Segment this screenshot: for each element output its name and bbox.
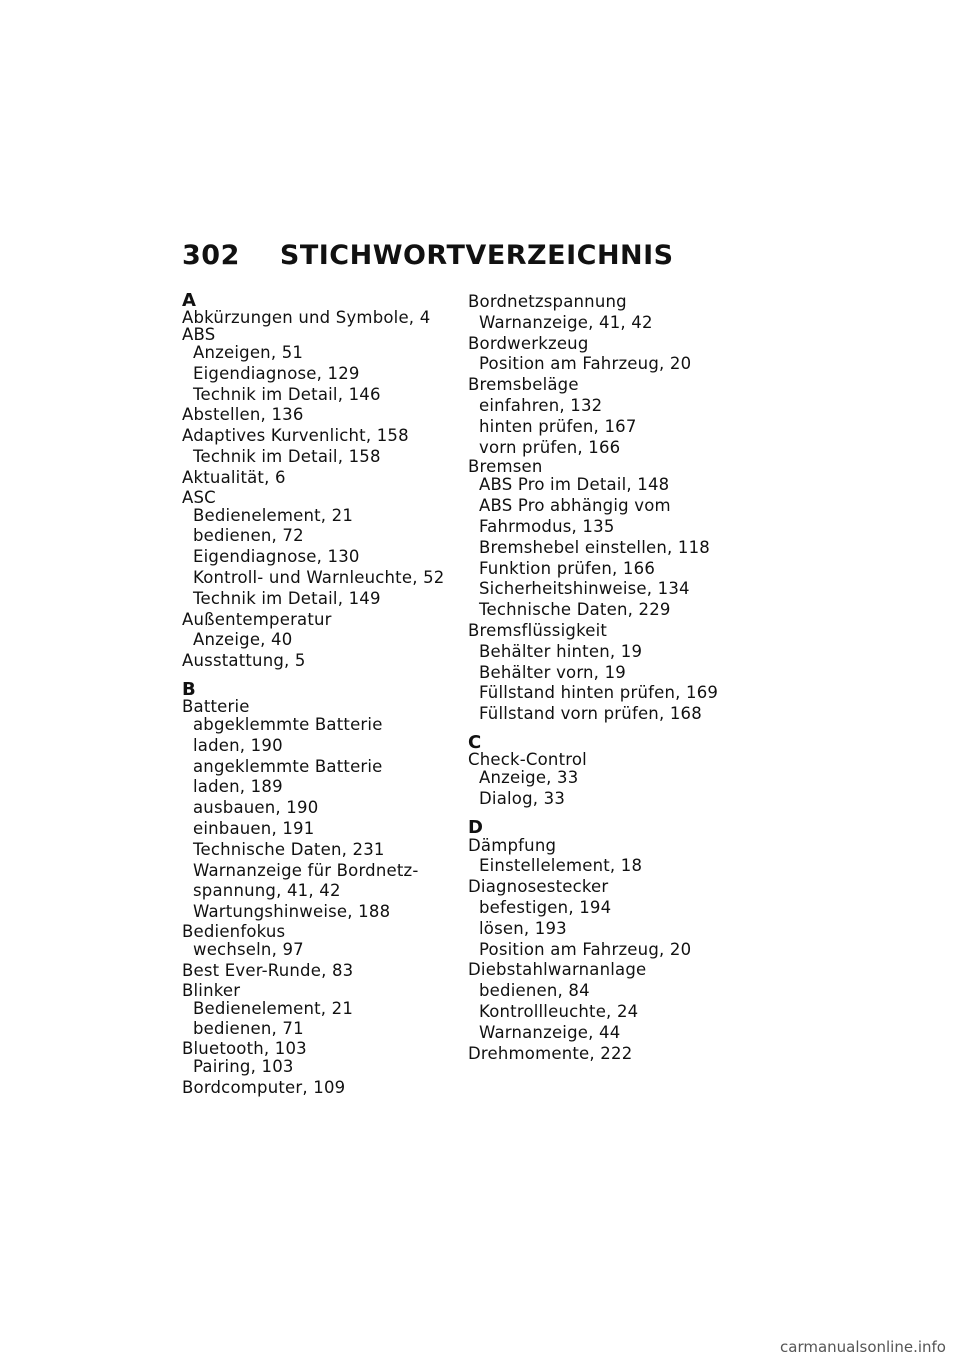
page-title	[182, 240, 674, 271]
index-subentry: Technische Daten, 229	[479, 600, 671, 620]
index-subentry: bedienen, 72	[193, 526, 304, 546]
index-subentry: abgeklemmte Batterie	[193, 714, 383, 734]
index-entry: Best Ever-Runde, 83	[182, 960, 354, 980]
index-entry: Bordnetzspannung	[468, 292, 627, 311]
index-subentry: Anzeige, 40	[193, 630, 293, 650]
index-column-left	[182, 292, 462, 1099]
index-subentry: angeklemmte Batterie	[193, 756, 383, 776]
index-entry: Abkürzungen und Symbole, 4	[182, 308, 431, 327]
index-subentry: Sicherheitshinweise, 134	[479, 579, 690, 599]
index-subentry: befestigen, 194	[479, 897, 612, 917]
section-letter: A	[182, 290, 196, 311]
index-entry: Bordwerkzeug	[468, 333, 589, 353]
index-subentry: Bedienelement, 21	[193, 998, 354, 1018]
index-entry: Dämpfung	[468, 835, 557, 855]
index-subentry: laden, 189	[193, 777, 283, 797]
index-entry: Check-Control	[468, 749, 587, 769]
index-entry: Bluetooth, 103	[182, 1039, 307, 1059]
index-subentry: laden, 190	[193, 735, 283, 755]
index-subentry: Technik im Detail, 149	[193, 588, 381, 608]
index-entry: Bremsflüssigkeit	[468, 620, 608, 640]
index-subentry: Fahrmodus, 135	[479, 516, 615, 536]
index-entry: Diebstahlwarnanlage	[468, 960, 647, 980]
index-entry: Bremsbeläge	[468, 375, 579, 395]
index-subentry: bedienen, 84	[479, 981, 590, 1001]
index-subentry: Behälter vorn, 19	[479, 662, 626, 682]
index-entry: Abstellen, 136	[182, 405, 304, 425]
index-subentry: Behälter hinten, 19	[479, 641, 643, 661]
index-entry: ASC	[182, 487, 216, 507]
index-subentry: Warnanzeige, 41, 42	[479, 312, 653, 332]
index-subentry: Wartungshinweise, 188	[193, 902, 391, 922]
index-subentry: Kontroll- und Warnleuchte, 52	[193, 567, 445, 587]
index-subentry: Dialog, 33	[479, 788, 566, 808]
index-subentry: ausbauen, 190	[193, 798, 319, 818]
index-subentry: einfahren, 132	[479, 395, 603, 415]
index-subentry: Warnanzeige, 44	[479, 1022, 621, 1042]
index-entry: ABS	[182, 325, 216, 344]
section-letter: D	[468, 816, 483, 838]
index-subentry: Bedienelement, 21	[193, 505, 354, 525]
index-subentry: Eigendiagnose, 130	[193, 547, 360, 567]
section-letter: B	[182, 678, 196, 700]
index-subentry: Einstellelement, 18	[479, 856, 643, 876]
index-subentry: Technik im Detail, 158	[193, 446, 381, 466]
index-subentry: lösen, 193	[479, 918, 567, 938]
index-entry: Bordcomputer, 109	[182, 1077, 346, 1097]
index-entry: Ausstattung, 5	[182, 651, 306, 671]
index-subentry: hinten prüfen, 167	[479, 416, 637, 436]
index-entry: Bremsen	[468, 457, 543, 477]
index-subentry: Position am Fahrzeug, 20	[479, 939, 692, 959]
index-subentry: Warnanzeige für Bordnetz-	[193, 860, 419, 880]
index-subentry: Position am Fahrzeug, 20	[479, 354, 692, 374]
index-entry: Bedienfokus	[182, 921, 286, 941]
index-subentry: wechseln, 97	[193, 939, 304, 959]
index-entry: Aktualität, 6	[182, 467, 286, 487]
section-title: STICHWORTVERZEICHNIS	[279, 240, 674, 271]
index-subentry: Technische Daten, 231	[193, 839, 385, 859]
index-subentry: Füllstand vorn prüfen, 168	[479, 704, 702, 724]
index-subentry: Funktion prüfen, 166	[479, 558, 656, 578]
index-subentry: Eigendiagnose, 129	[193, 363, 360, 383]
index-subentry: Pairing, 103	[193, 1057, 294, 1077]
index-subentry: einbauen, 191	[193, 818, 315, 838]
index-subentry: Kontrollleuchte, 24	[479, 1001, 639, 1021]
index-entry: Außentemperatur	[182, 609, 332, 629]
page-number: 302	[182, 240, 240, 271]
index-entry: Adaptives Kurvenlicht, 158	[182, 426, 409, 446]
index-subentry: ABS Pro im Detail, 148	[479, 475, 670, 495]
index-subentry: ABS Pro abhängig vom	[479, 496, 671, 516]
index-entry: Blinker	[182, 980, 241, 1000]
index-subentry: vorn prüfen, 166	[479, 437, 621, 457]
index-subentry: spannung, 41, 42	[193, 881, 341, 901]
index-subentry: Technik im Detail, 146	[193, 384, 381, 404]
section-letter: C	[468, 731, 482, 753]
index-entry: Drehmomente, 222	[468, 1043, 633, 1063]
index-subentry: Anzeige, 33	[479, 767, 579, 787]
index-subentry: bedienen, 71	[193, 1019, 304, 1039]
index-subentry: Bremshebel einstellen, 118	[479, 537, 710, 557]
index-entry: Diagnosestecker	[468, 877, 609, 897]
index-entry: Batterie	[182, 696, 250, 716]
index-subentry: Anzeigen, 51	[193, 343, 304, 362]
watermark: carmanualsonline.info	[780, 1338, 946, 1356]
index-subentry: Füllstand hinten prüfen, 169	[479, 683, 719, 703]
index-column-right	[468, 292, 738, 1064]
